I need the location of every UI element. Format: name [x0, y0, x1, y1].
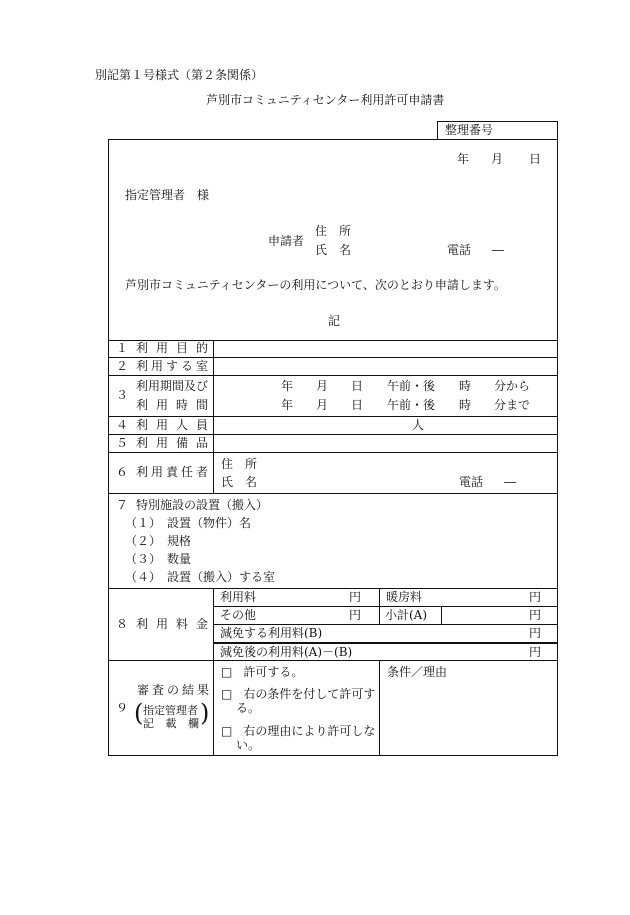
- period-from-ampm: 午前・後: [387, 379, 436, 393]
- applicant-phone-label: 電話: [447, 243, 472, 257]
- special-item: （４） 設置（搬入）する室: [125, 570, 276, 584]
- row-number-special: ７: [116, 498, 129, 512]
- review-option-text: 許可する。: [243, 665, 304, 679]
- fees-label: 利 用 料 金: [136, 617, 208, 631]
- checkbox-icon: □: [221, 665, 233, 679]
- special-item: （１） 設置（物件）名: [125, 516, 252, 530]
- row-number-purpose: １: [116, 341, 129, 355]
- review-column-divider: [379, 660, 380, 755]
- applicant-name-label: 氏 名: [315, 243, 352, 257]
- review-option-deny: [221, 724, 379, 752]
- addressee: 指定管理者 様: [125, 188, 210, 202]
- reduction-yen: 円: [529, 626, 542, 640]
- reviewer-line2: 記 載 欄: [143, 717, 199, 730]
- table-row-divider: [108, 434, 558, 435]
- row-number-manager: ６: [116, 465, 129, 479]
- manager-phone-label: 電話: [459, 475, 484, 489]
- form-title: 芦別市コミュニティセンター利用許可申請書: [206, 93, 445, 107]
- fee-column-divider: [379, 588, 380, 624]
- date-year-label: 年: [457, 152, 470, 166]
- period-to-month: 月: [316, 398, 329, 412]
- form-number: 別記第１号様式（第２条関係）: [95, 68, 264, 82]
- applicant-address-label: 住 所: [315, 224, 352, 238]
- applicant-label: 申請者: [268, 234, 305, 248]
- period-from-year: 年: [281, 379, 294, 393]
- review-option-approve: [221, 665, 379, 679]
- attendees-unit: 人: [412, 418, 425, 432]
- purpose-label: 利 用 目 的: [136, 341, 208, 355]
- attendees-label: 利 用 人 員: [136, 418, 208, 432]
- equipment-label: 利 用 備 品: [136, 436, 208, 450]
- special-item: （２） 規格: [125, 534, 192, 548]
- checkbox-icon: □: [221, 687, 233, 701]
- period-from-day: 日: [351, 379, 364, 393]
- manager-address-label: 住 所: [221, 457, 258, 471]
- period-to-hour: 時: [459, 398, 472, 412]
- table-row-divider: [108, 660, 558, 661]
- review-option-conditional: [221, 687, 379, 715]
- review-option-text: 右の条件を付して許可する。: [236, 687, 376, 715]
- date-month-label: 月: [491, 152, 504, 166]
- table-row-divider: [108, 452, 558, 453]
- reviewer-paren-open: (: [134, 699, 144, 727]
- reduction-label: 減免する利用料(B): [220, 626, 323, 640]
- table-row-divider: [108, 588, 558, 589]
- period-label-line1: 利用期間及び: [136, 379, 209, 393]
- after-reduction-yen: 円: [529, 645, 542, 659]
- after-reduction-label: 減免後の利用料(A)－(B): [220, 645, 353, 659]
- other-fee-label: その他: [220, 608, 257, 622]
- review-label: 審査の結果: [137, 683, 213, 697]
- row-number-attendees: ４: [116, 418, 129, 432]
- heating-fee-yen: 円: [529, 590, 542, 604]
- reviewer-line1: 指定管理者: [143, 704, 198, 717]
- fee-row-divider: [213, 624, 558, 625]
- period-from-minute: 分から: [494, 379, 531, 393]
- manager-phone-dash: ―: [504, 475, 516, 489]
- table-row-divider: [108, 357, 558, 358]
- manager-label: 利用責任者: [136, 465, 212, 479]
- ki-heading: 記: [328, 314, 341, 328]
- usage-fee-label: 利用料: [220, 590, 257, 604]
- period-from-hour: 時: [459, 379, 472, 393]
- usage-fee-yen: 円: [349, 590, 362, 604]
- review-option-text: 右の理由により許可しない。: [236, 724, 376, 752]
- checkbox-icon: □: [221, 724, 233, 738]
- table-row-divider: [108, 493, 558, 494]
- table-column-divider: [213, 588, 214, 755]
- table-column-divider: [213, 340, 214, 493]
- period-to-year: 年: [281, 398, 294, 412]
- special-item: （３） 数量: [125, 552, 192, 566]
- fee-row-divider: [213, 606, 558, 607]
- table-row-divider: [108, 375, 558, 376]
- reviewer-paren-close: ): [200, 699, 210, 727]
- row-number-equipment: ５: [116, 436, 129, 450]
- conditions-label: 条件／理由: [387, 665, 448, 679]
- room-label: 利用する室: [136, 359, 212, 373]
- table-row-divider: [108, 416, 558, 417]
- other-fee-yen: 円: [349, 608, 362, 622]
- reference-number-label: 整理番号: [445, 123, 494, 137]
- row-number-period: ３: [116, 388, 129, 402]
- period-to-day: 日: [351, 398, 364, 412]
- period-label-line2: 利 用 時 間: [136, 398, 208, 412]
- period-to-ampm: 午前・後: [387, 398, 436, 412]
- subtotal-label: 小計(A): [385, 608, 428, 622]
- subtotal-yen: 円: [529, 608, 542, 622]
- date-day-label: 日: [529, 152, 542, 166]
- heating-fee-label: 暖房料: [386, 590, 423, 604]
- special-label: 特別施設の設置（搬入）: [136, 498, 269, 512]
- applicant-phone-dash: ―: [492, 243, 504, 257]
- fee-row-divider-double: [213, 642, 558, 644]
- period-to-minute: 分まで: [494, 398, 531, 412]
- row-number-review: ９: [116, 701, 129, 715]
- period-from-month: 月: [316, 379, 329, 393]
- row-number-room: ２: [116, 359, 129, 373]
- subtotal-column-divider: [441, 606, 442, 624]
- application-statement: 芦別市コミュニティセンターの利用について、次のとおり申請します。: [125, 278, 506, 292]
- row-number-fees: ８: [116, 617, 129, 631]
- manager-name-label: 氏 名: [221, 475, 258, 489]
